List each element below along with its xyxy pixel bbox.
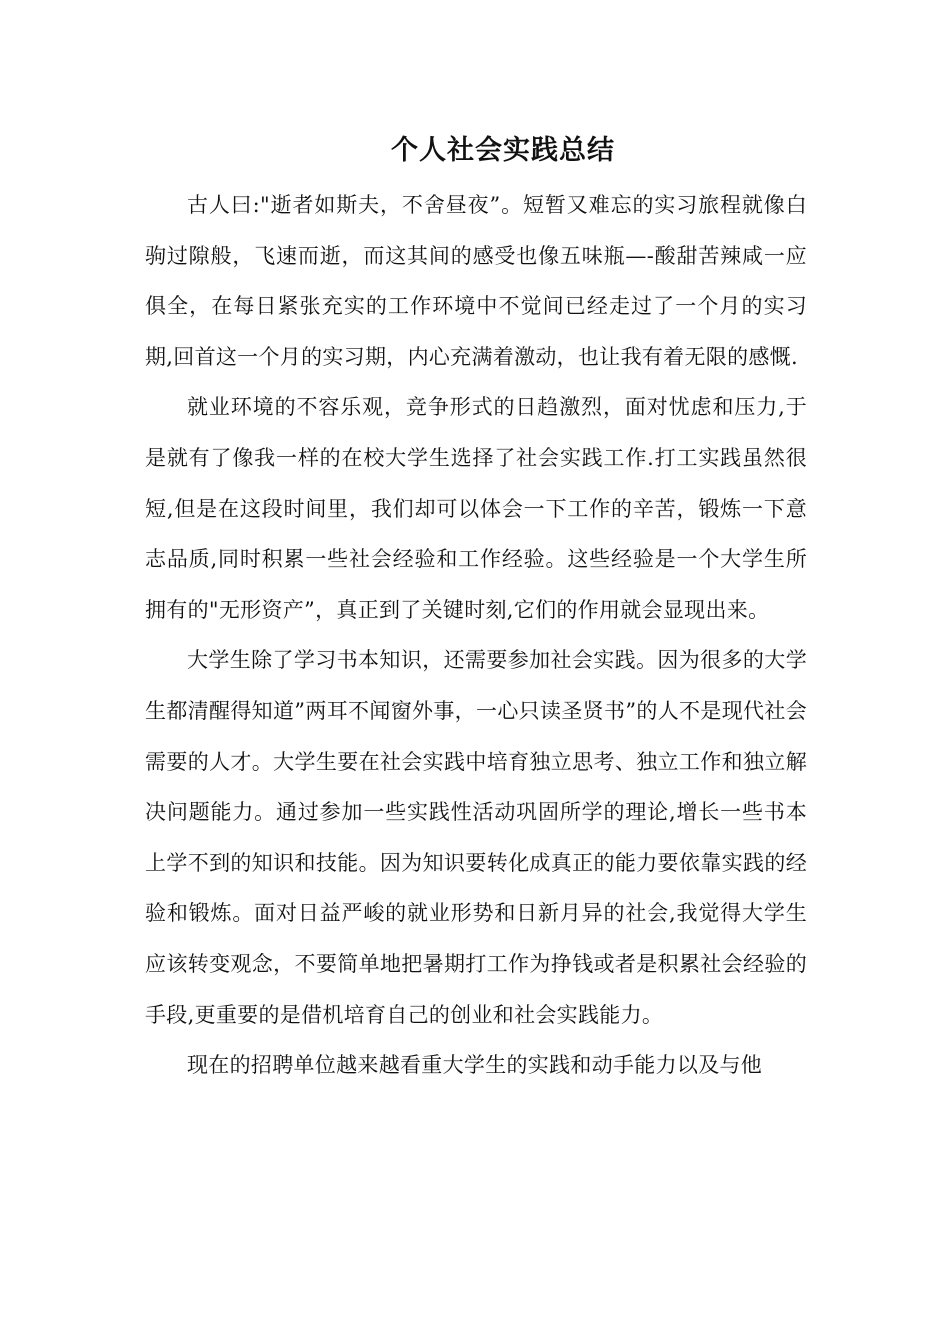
paragraph-3: 大学生除了学习书本知识，还需要参加社会实践。因为很多的大学生都清醒得知道”两耳不闻窗外事，一心只读圣贤书”的人不是现代社会需要的人才。大学生要在社会实践中培育独立思考、独立工作和独立解决问题能力。通过参加一些实践性活动巩固所学的理论,增长一些书本上学不到的知识和技能。因为知识要转化成真正的能力要依靠实践的经验和锻炼。面对日益严峻的就业形势和日新月异的社会,我觉得大学生应该转变观念，不要简单地把暑期打工作为挣钱或者是积累社会经验的手段,更重要的是借机培育自己的创业和社会实践能力。 (145, 648, 807, 1027)
document-title: 个人社会实践总结 (391, 135, 615, 166)
paragraph-4: 现在的招聘单位越来越看重大学生的实践和动手能力以及与他 (187, 1053, 763, 1078)
document-body (145, 180, 807, 1091)
paragraph-2: 就业环境的不容乐观，竞争形式的日趋激烈，面对忧虑和压力,于是就有了像我一样的在校大学生选择了社会实践工作.打工实践虽然很短,但是在这段时间里，我们却可以体会一下工作的辛苦，锻炼一下意志品质,同时积累一些社会经验和工作经验。这些经验是一个大学生所拥有的"无形资产”，真正到了关键时刻,它们的作用就会显现出来。 (145, 395, 807, 622)
paragraph-1: 古人曰:"逝者如斯夫，不舍昼夜”。短暂又难忘的实习旅程就像白驹过隙般，飞速而逝，而这其间的感受也像五味瓶—-酸甜苦辣咸一应俱全，在每日紧张充实的工作环境中不觉间已经走过了一个月的实习期,回首这一个月的实习期，内心充满着激动，也让我有着无限的感慨. (145, 193, 807, 369)
